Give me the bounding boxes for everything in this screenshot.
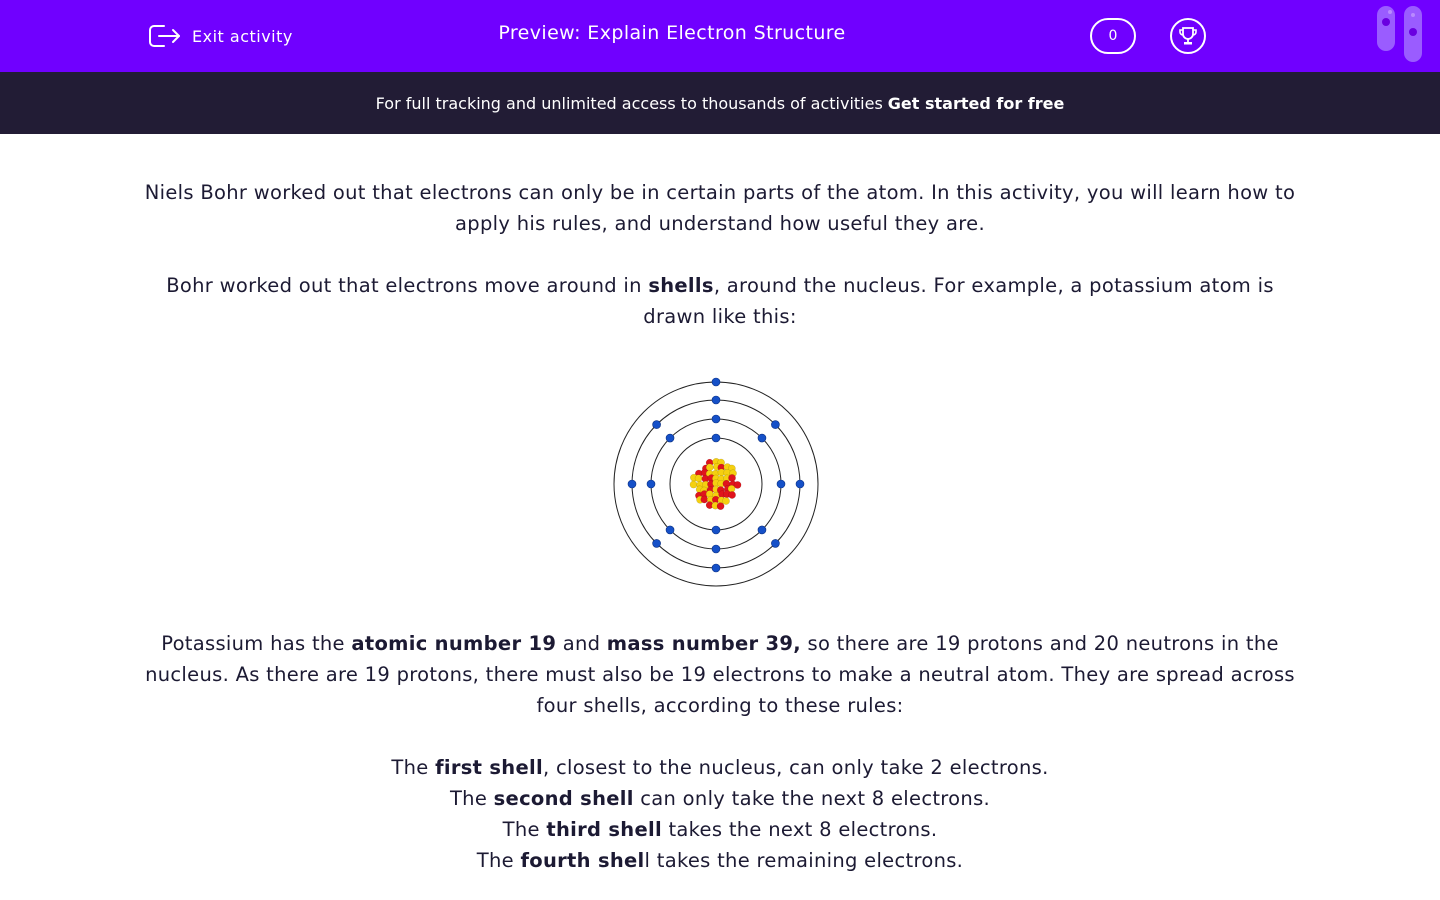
electron (653, 421, 661, 429)
exit-activity-button[interactable] (148, 20, 293, 52)
banner-text: For full tracking and unlimited access to thousands of activities (375, 93, 883, 113)
trophy-button[interactable] (1170, 18, 1206, 54)
test-tubes-logo (1376, 0, 1426, 64)
intro-paragraph: Niels Bohr worked out that electrons can only be in certain parts of the atom. In this activity, you will learn how to apply his rules, and understand how useful they are. (144, 181, 1296, 235)
get-started-link[interactable]: Get started for free (887, 93, 1065, 113)
shell-rules (140, 752, 1300, 876)
rule-third-shell: The third shell takes the next 8 electrons. (502, 818, 938, 841)
electron (712, 564, 720, 572)
page-title: Preview: Explain Electron Structure (498, 22, 846, 44)
electron (777, 480, 785, 488)
electron (758, 434, 766, 442)
electron (712, 396, 720, 404)
potassium-atom-diagram (595, 368, 845, 600)
nucleus (690, 458, 741, 510)
rule-second-shell: The second shell can only take the next 8 electrons. (449, 787, 991, 810)
rule-fourth-shell: The fourth shell takes the remaining electrons. (476, 849, 964, 872)
electron (628, 480, 636, 488)
rule-first-shell: The first shell, closest to the nucleus, can only take 2 electrons. (391, 756, 1049, 779)
electron (712, 434, 720, 442)
score-badge: 0 (1090, 18, 1136, 54)
exit-activity-label: Exit activity (192, 26, 293, 46)
exit-icon (148, 20, 182, 52)
electron (758, 526, 766, 534)
electron (712, 378, 720, 386)
activity-content (140, 177, 1300, 876)
trophy-icon (1177, 25, 1199, 47)
electron (712, 415, 720, 423)
electron (666, 434, 674, 442)
electron (666, 526, 674, 534)
electron (712, 526, 720, 534)
potassium-paragraph: Potassium has the atomic number 19 and mass number 39, so there are 19 protons and 20 neutrons in the nucleus. As there are 19 protons, there must also be 19 electrons to make a neutral atom. They are spread across four shells, according to these rules: (145, 632, 1295, 717)
electron (712, 545, 720, 553)
shells-paragraph: Bohr worked out that electrons move around in shells, around the nucleus. For example, a potassium atom is drawn like this: (166, 274, 1274, 328)
upgrade-banner (0, 72, 1440, 134)
electron (796, 480, 804, 488)
electron (647, 480, 655, 488)
bohr-model-figure (595, 368, 845, 600)
electron (653, 539, 661, 547)
electron (771, 539, 779, 547)
electron (771, 421, 779, 429)
top-bar (0, 0, 1440, 72)
